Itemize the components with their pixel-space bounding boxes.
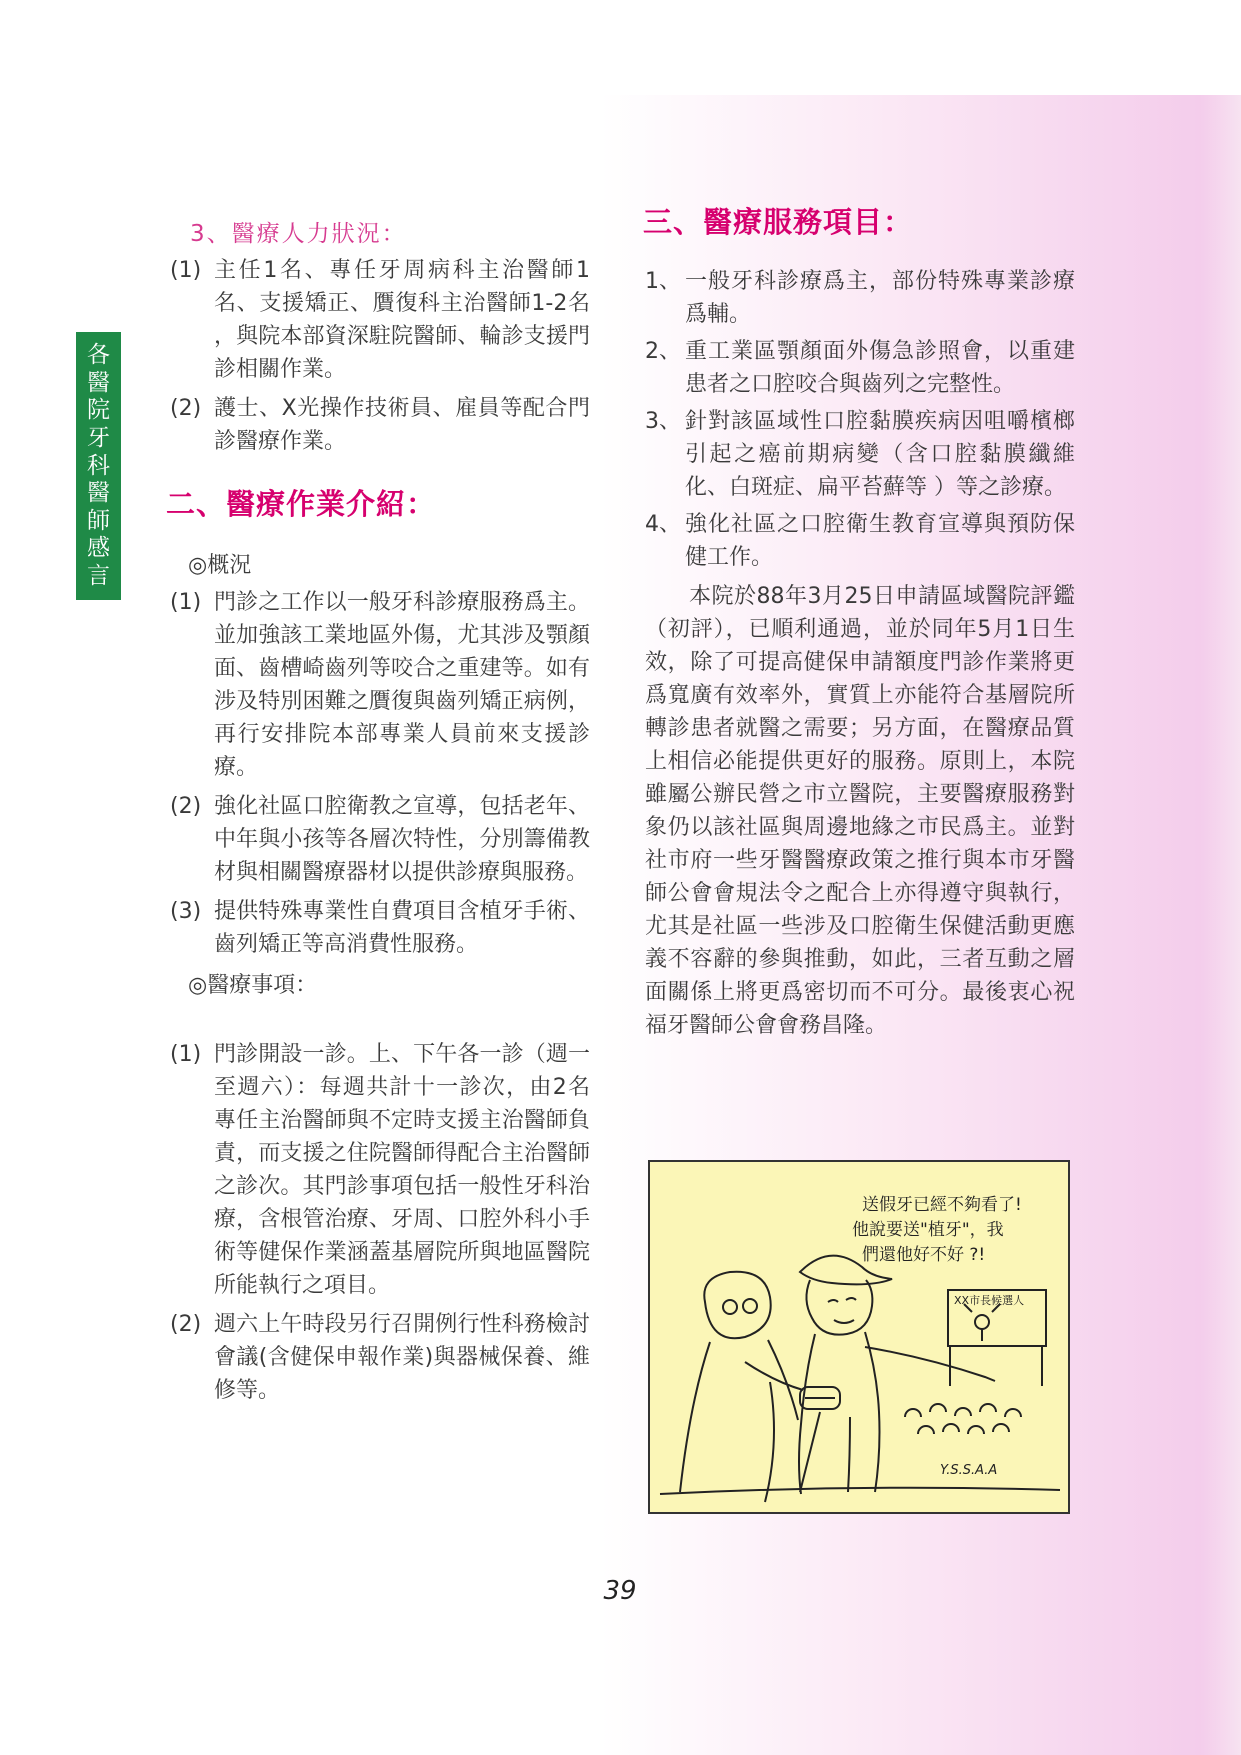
- item-number: (2): [170, 794, 202, 819]
- side-tab-char: 師: [87, 507, 110, 534]
- item-text: 門診開設一診。上、下午各一診（週一至週六）：每週共計十一診次，由2名專任主治醫師與不定時支援主治醫師負責，而支援之住院醫師得配合主治醫師之診次。其門診事項包括一般性牙科治療，含根管治療、牙周、口腔外科小手術等健保作業涵蓋基層院所與地區醫院所能執行之項目。: [214, 1042, 590, 1298]
- man-head-icon: [806, 1280, 872, 1335]
- item-text: 針對該區域性口腔黏膜疾病因咀嚼檳榔引起之癌前期病變（含口腔黏膜纖維化、白斑症、扁平苔蘚等 ）等之診療。: [685, 409, 1075, 500]
- item-text: 護士、X光操作技術員、雇員等配合門診醫療作業。: [214, 396, 590, 454]
- section-side-tab: [76, 332, 121, 600]
- staffing-heading: 3、醫療人力狀況：: [190, 221, 407, 247]
- list-item: [645, 508, 1075, 574]
- body-paragraph: 本院於88年3月25日申請區域醫院評鑑（初評），已順利通過，並於同年5月1日生效，除了可提高健保申請額度門診作業將更爲寬廣有效率外，實質上亦能符合基層院所轉診患者就醫之需要；另方面，在醫療品質上相信必能提供更好的服務。原則上，本院雖屬公辦民營之市立醫院，主要醫療服務對象仍以該社區與周邊地緣之市民爲主。並對社市府一些牙醫醫療政策之推行與本市牙醫師公會會規法令之配合上亦得遵守與執行，尤其是社區一些涉及口腔衛生保健活動更應義不容辭的參與推動，如此，三者互動之層面關係上將更爲密切而不可分。最後衷心祝福牙醫師公會會務昌隆。: [645, 584, 1075, 1038]
- sign-text: XX市長候選人: [954, 1294, 1025, 1307]
- list-item: [170, 790, 590, 889]
- pointing-arm-icon: [865, 1347, 995, 1381]
- matters-label: ◎醫療事項：: [188, 973, 318, 998]
- list-item: [645, 265, 1075, 331]
- list-item: [170, 895, 590, 961]
- speech-line: 他說要送"植牙"，我: [852, 1220, 1004, 1240]
- overview-label: ◎概況: [188, 553, 252, 578]
- list-item: [170, 254, 590, 386]
- item-text: 門診之工作以一般牙科診療服務爲主。並加強該工業地區外傷，尤其涉及顎顏面、齒槽崎齒列等咬合之重建等。如有涉及特別困難之贋復與齒列矯正病例，再行安排院本部專業人員前來支援診療。: [214, 590, 590, 780]
- item-text: 一般牙科診療爲主，部份特殊專業診療爲輔。: [685, 269, 1075, 327]
- list-item: [170, 392, 590, 458]
- side-tab-char: 科: [87, 452, 110, 479]
- item-text: 週六上午時段另行召開例行性科務檢討會議(含健保申報作業)與器械保養、維修等。: [214, 1312, 590, 1403]
- cane-icon: [765, 1382, 774, 1502]
- item-number: (2): [170, 1312, 202, 1337]
- side-tab-char: 醫: [87, 480, 110, 507]
- man-body-icon: [799, 1332, 880, 1494]
- left-column: [166, 218, 590, 1407]
- right-column: [643, 205, 1075, 1042]
- item-text: 提供特殊專業性自費項目含植牙手術、齒列矯正等高消費性服務。: [214, 899, 590, 957]
- item-number: (2): [170, 396, 202, 421]
- item-number: (1): [170, 258, 202, 283]
- side-tab-char: 牙: [87, 424, 110, 451]
- speech-line: 們還他好不好 ?!: [862, 1245, 986, 1265]
- item-number: (1): [170, 590, 202, 615]
- page-number: 39: [603, 1576, 637, 1606]
- list-item: [170, 1038, 590, 1302]
- item-number: 1、: [645, 269, 681, 294]
- item-number: 4、: [645, 512, 681, 537]
- operations-heading: 二、醫療作業介紹：: [166, 487, 437, 521]
- item-number: (1): [170, 1042, 202, 1067]
- artist-signature: Y.S.S.A.A: [940, 1463, 998, 1478]
- item-text: 強化社區口腔衛教之宣導，包括老年、中年與小孩等各層次特性，分別籌備教材與相關醫療器材以提供診療與服務。: [214, 794, 590, 885]
- list-item: [645, 335, 1075, 401]
- cartoon-illustration: [648, 1160, 1070, 1514]
- item-text: 重工業區顎顏面外傷急診照會，以重建患者之口腔咬合與齒列之完整性。: [685, 339, 1075, 397]
- side-tab-char: 言: [87, 563, 110, 589]
- page-edge-shadow: [1200, 95, 1241, 1755]
- woman-body-icon: [680, 1340, 803, 1492]
- side-tab-char: 醫: [87, 369, 110, 396]
- speech-line: 送假牙已經不夠看了!: [862, 1195, 1022, 1215]
- item-text: 主任1名、專任牙周病科主治醫師1名、支援矯正、贋復科主治醫師1-2名 ，與院本部資深駐院醫師、輪診支援門診相關作業。: [214, 258, 590, 382]
- item-text: 強化社區之口腔衛生教育宣導與預防保健工作。: [685, 512, 1075, 570]
- crowd-icon: [905, 1404, 1021, 1434]
- item-number: 3、: [645, 409, 681, 434]
- side-tab-char: 院: [87, 397, 110, 424]
- side-tab-char: 感: [87, 535, 110, 562]
- item-number: 2、: [645, 339, 681, 364]
- list-item: [170, 1308, 590, 1407]
- list-item: [170, 586, 590, 784]
- list-item: [645, 405, 1075, 504]
- side-tab-char: 各: [87, 342, 110, 368]
- item-number: (3): [170, 899, 202, 924]
- services-heading: 三、醫療服務項目：: [643, 205, 914, 239]
